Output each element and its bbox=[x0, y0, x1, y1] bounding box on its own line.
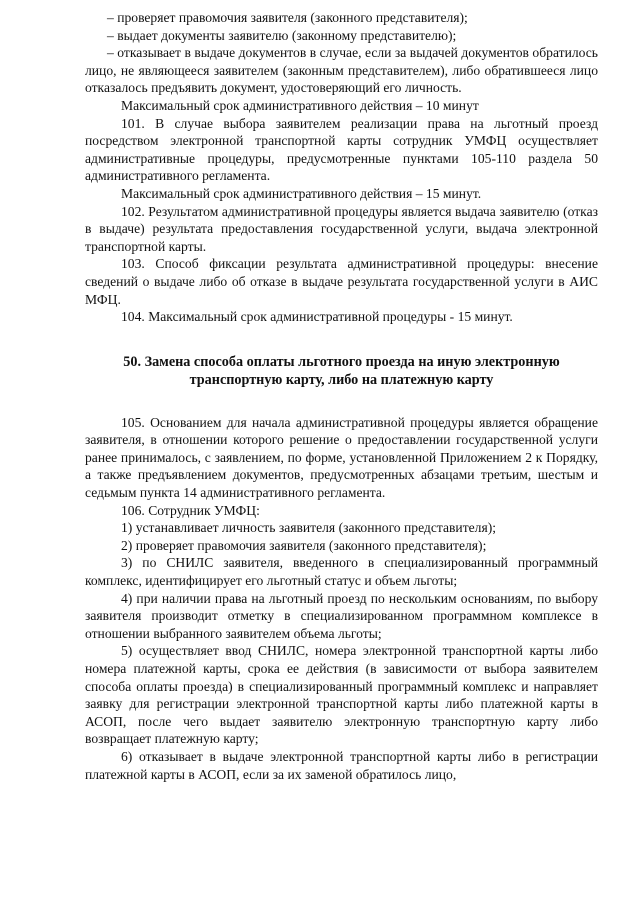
paragraph-103: 103. Способ фиксации результата административной процедуры: внесение сведений о выдаче либо об отказе в выдаче результата государственной услуги в АИС МФЦ. bbox=[85, 256, 598, 307]
paragraph-check-authority: – проверяет правомочия заявителя (законного представителя); bbox=[107, 10, 468, 25]
paragraph-max-time-10: Максимальный срок административного действия – 10 минут bbox=[121, 97, 479, 113]
paragraph-item-4: 4) при наличии права на льготный проезд по нескольким основаниям, по выбору заявителя производит отметку в специализированном программном комплексе в отношении выбранного заявителем объема льготы; bbox=[85, 590, 598, 641]
paragraph-105: 105. Основанием для начала административной процедуры является обращение заявителя, в отношении которого решение о предоставлении государственной услуги ранее принималось, с заявлением, по форме, установленной Приложением 2 к Порядку, а также предъявлением документов, предусмотренных абзацами третьим, шестым и седьмым пункта 14 административного регламента. bbox=[85, 414, 598, 501]
paragraph-refuse-issue: – отказывает в выдаче документов в случае, если за выдачей документов обратилось лицо, не являющееся заявителем (законным представителем), либо обратившееся лицо отказалось предъявить документ, удостоверяющий его личность. bbox=[85, 45, 598, 96]
paragraph-101: 101. В случае выбора заявителем реализации права на льготный проезд посредством электронной транспортной карты сотрудник УМФЦ осуществляет административные процедуры, предусмотренные пунктами 105-110 раздела 50 административного регламента. bbox=[85, 115, 598, 184]
paragraph-item-2: 2) проверяет правомочия заявителя (законного представителя); bbox=[121, 537, 487, 553]
section-heading: 50. Замена способа оплаты льготного проезда на иную электронную транспортную карту, либо на платежную карту bbox=[123, 353, 560, 388]
paragraph-item-3: 3) по СНИЛС заявителя, введенного в специализированный программный комплекс, идентифицирует его льготный статус и объем льготы; bbox=[85, 555, 598, 589]
paragraph-item-6: 6) отказывает в выдаче электронной транспортной карты либо в регистрации платежной карты в АСОП, если за их заменой обратилось лицо, bbox=[85, 748, 598, 782]
paragraph-106: 106. Сотрудник УМФЦ: bbox=[121, 502, 260, 518]
paragraph-104: 104. Максимальный срок административной процедуры - 15 минут. bbox=[121, 309, 513, 325]
paragraph-102: 102. Результатом административной процедуры является выдача заявителю (отказ в выдаче) результата предоставления государственной услуги, выдача электронной транспортной карты. bbox=[85, 203, 598, 254]
paragraph-max-time-15: Максимальный срок административного действия – 15 минут. bbox=[121, 185, 482, 201]
paragraph-issue-documents: – выдает документы заявителю (законному представителю); bbox=[107, 27, 457, 43]
paragraph-item-1: 1) устанавливает личность заявителя (законного представителя); bbox=[121, 520, 497, 536]
paragraph-item-5: 5) осуществляет ввод СНИЛС, номера электронной транспортной карты либо номера платежной карты, срока ее действия (в зависимости от выбора заявителем способа оплаты проезда) в специализированный программный комплекс и направляет заявку для регистрации электронной транспортной карты либо платежной карты в АСОП, после чего выдает заявителю электронную транспортную карту либо возвращает платежную карту; bbox=[85, 643, 598, 747]
